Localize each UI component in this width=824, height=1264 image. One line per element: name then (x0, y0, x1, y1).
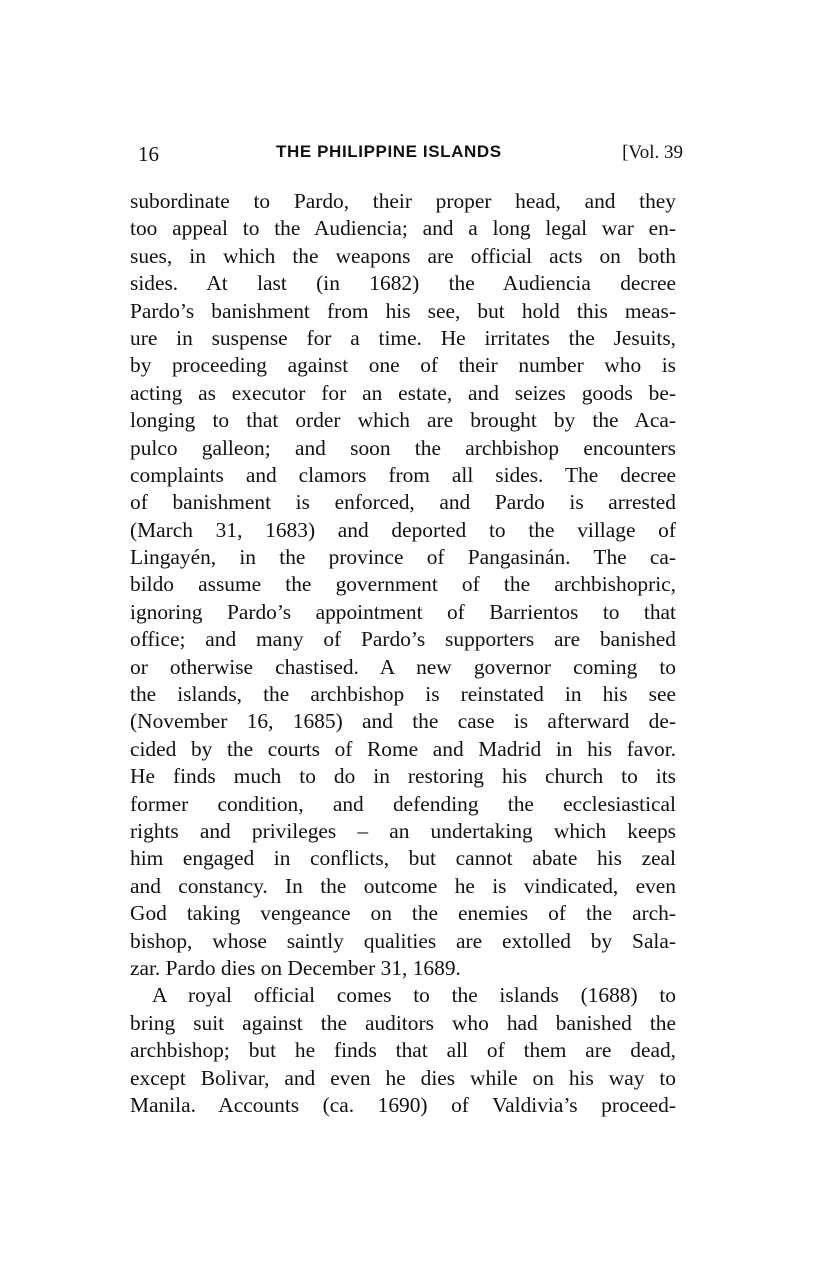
body-text (130, 188, 676, 1119)
text-line: him engaged in conflicts, but cannot abate his zeal (130, 846, 676, 871)
text-line: sues, in which the weapons are official acts on both (130, 243, 676, 268)
text-line: acting as executor for an estate, and seizes goods be- (130, 380, 676, 405)
running-title: THE PHILIPPINE ISLANDS (276, 142, 502, 161)
text-line: pulco galleon; and soon the archbishop encounters (130, 435, 676, 460)
text-line: the islands, the archbishop is reinstated in his see (130, 682, 676, 707)
text-line: by proceeding against one of their number who is (130, 353, 676, 378)
text-line: and constancy. In the outcome he is vindicated, even (130, 873, 676, 898)
text-line: or otherwise chastised. A new governor coming to (130, 654, 676, 679)
text-line: (March 31, 1683) and deported to the village of (130, 517, 676, 542)
paragraph-first-line: A royal official comes to the islands (1688) to (152, 983, 676, 1008)
text-line: rights and privileges – an undertaking which keeps (130, 818, 676, 843)
page-number: 16 (138, 142, 159, 166)
text-line: He finds much to do in restoring his church to its (130, 764, 676, 789)
text-line: Manila. Accounts (ca. 1690) of Valdivia’s proceed- (130, 1092, 676, 1117)
text-line: Pardo’s banishment from his see, but hold this meas- (130, 298, 676, 323)
text-line: cided by the courts of Rome and Madrid in his favor. (130, 736, 676, 761)
text-line: complaints and clamors from all sides. The decree (130, 462, 676, 487)
text-line: of banishment is enforced, and Pardo is arrested (130, 490, 676, 515)
text-line: archbishop; but he finds that all of them are dead, (130, 1038, 676, 1063)
text-line: former condition, and defending the ecclesiastical (130, 791, 676, 816)
text-line: except Bolivar, and even he dies while on his way to (130, 1065, 676, 1090)
text-line: sides. At last (in 1682) the Audiencia decree (130, 271, 676, 296)
paragraph-last-line: zar. Pardo dies on December 31, 1689. (130, 955, 461, 980)
running-header (138, 142, 683, 172)
text-line: God taking vengeance on the enemies of the arch- (130, 901, 676, 926)
text-line: (November 16, 1685) and the case is afterward de- (130, 709, 676, 734)
text-line: longing to that order which are brought by the Aca- (130, 408, 676, 433)
text-line: bildo assume the government of the archbishopric, (130, 572, 676, 597)
text-line: ignoring Pardo’s appointment of Barrientos to that (130, 599, 676, 624)
text-line: Lingayén, in the province of Pangasinán. The ca- (130, 545, 676, 570)
text-line: bring suit against the auditors who had banished the (130, 1010, 676, 1035)
volume-label: [Vol. 39 (622, 142, 683, 163)
text-line: too appeal to the Audiencia; and a long legal war en- (130, 216, 676, 241)
text-line: subordinate to Pardo, their proper head, and they (130, 189, 676, 213)
text-line: ure in suspense for a time. He irritates the Jesuits, (130, 325, 676, 350)
text-line: office; and many of Pardo’s supporters are banished (130, 627, 676, 652)
text-line: bishop, whose saintly qualities are extolled by Sala- (130, 928, 676, 953)
